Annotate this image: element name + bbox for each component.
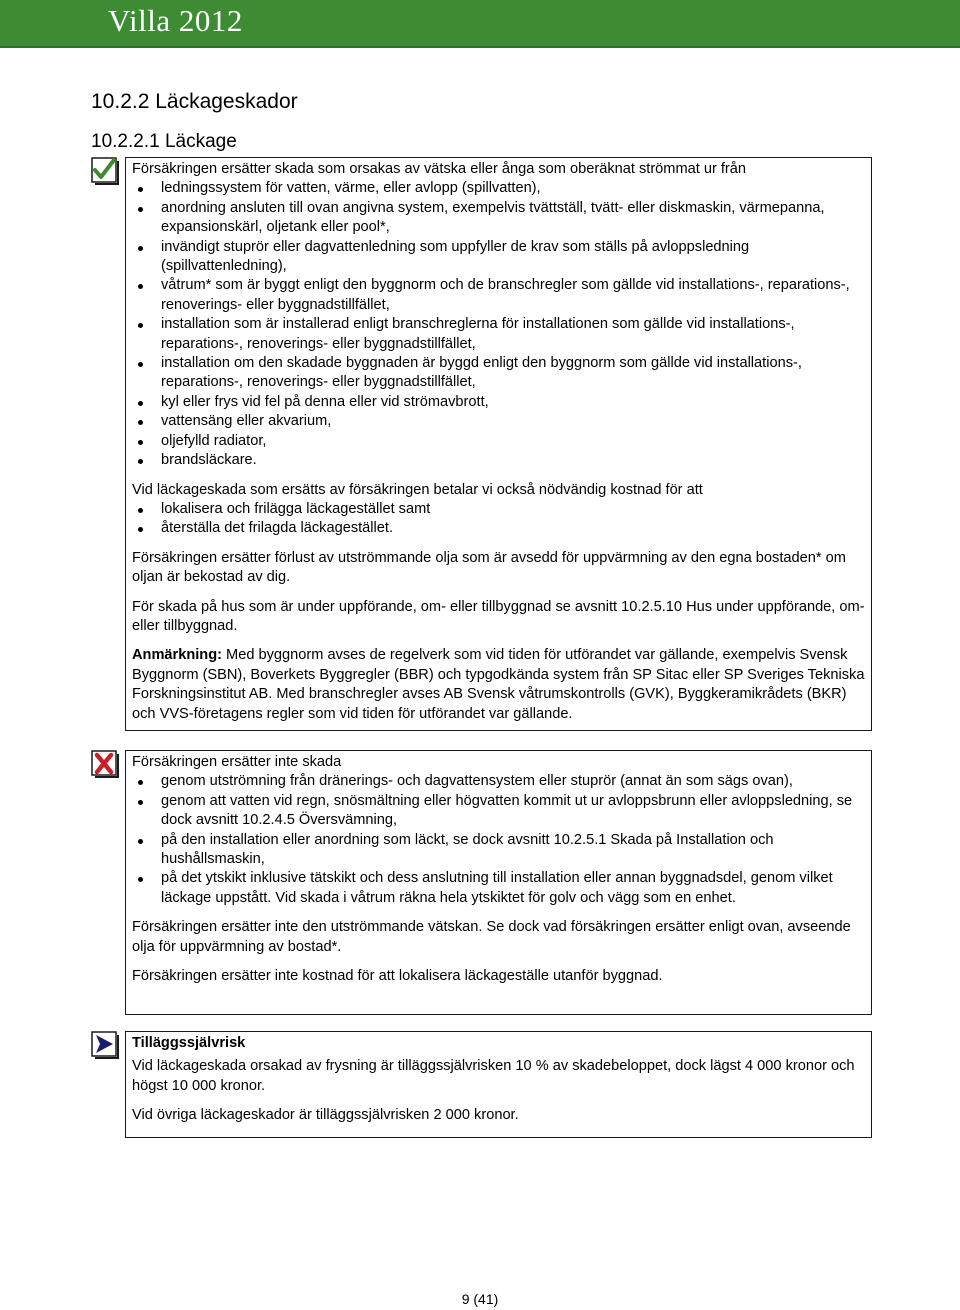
list-item: invändigt stuprör eller dagvattenledning som uppfyller de krav som ställs på avloppsledning (spillvattenledning), — [132, 238, 871, 277]
list-item: installation om den skadade byggnaden är byggd enligt den byggnorm som gällde vid installations-, reparations-, renoverings- eller byggnadstillfället, — [132, 354, 871, 393]
costs-intro: Vid läckageskada som ersätts av försäkringen betalar vi också nödvändig kostnad för att — [132, 481, 703, 498]
list-item: genom att vatten vid regn, snösmältning eller högvatten kommit ut ur avloppsbrunn eller avloppsledning, se dock avsnitt 10.2.4.5 Översvämning, — [132, 792, 871, 831]
costs-list — [132, 500, 871, 539]
excluded-box — [125, 750, 872, 1015]
list-item: vattensäng eller akvarium, — [132, 412, 871, 431]
note-label: Anmärkning: — [132, 647, 222, 664]
deductible-text-2: Vid övriga läckageskador är tilläggssjälvrisken 2 000 kronor. — [132, 1107, 519, 1124]
note-text: Med byggnorm avses de regelverk som vid tiden för utförandet var gällande, exempelvis Svensk Byggnorm (SBN), Boverkets Byggregler (BBR) och typgodkända system från SP Sitac eller SP Sveriges Tekniska Forskningsinstitut AB. Med branschregler avses AB Svensk våtrumskontrolls (GVK), Byggkeramikrådets (BKR) och VVS-företagens regler som vid tiden för utförandet var gällande. — [132, 647, 865, 722]
list-item: på det ytskikt inklusive tätskikt och dess anslutning till installation eller annan byggnadsdel, genom vilket läckage uppstått. Vid skada i våtrum räkna hela ytskiktet för golv och vägg som en enhet. — [132, 869, 871, 908]
list-item: installation som är installerad enligt branschreglerna för installationen som gällde vid installations-, reparations-, renoverings- eller byggnadstillfället, — [132, 315, 871, 354]
cross-icon — [91, 750, 119, 778]
deductible-box — [125, 1031, 872, 1138]
list-item: på den installation eller anordning som läckt, se dock avsnitt 10.2.5.1 Skada på Installation och hushållsmaskin, — [132, 831, 871, 870]
deductible-title: Tilläggssjälvrisk — [132, 1035, 246, 1051]
excluded-intro: Försäkringen ersätter inte skada — [132, 754, 342, 770]
covered-intro: Försäkringen ersätter skada som orsakas av vätska eller ånga som oberäknat strömmat ur från — [132, 161, 747, 177]
page-number: 9 (41) — [461, 1291, 499, 1307]
list-item: anordning ansluten till ovan angivna system, exempelvis tvättställ, tvätt- eller diskmaskin, värmepanna, expansionskärl, oljetank eller pool*, — [132, 199, 871, 238]
list-item: kyl eller frys vid fel på denna eller vid strömavbrott, — [132, 393, 871, 412]
list-item: brandsläckare. — [132, 451, 871, 470]
excluded-list — [132, 772, 871, 908]
section-heading: 10.2.2 Läckageskador — [91, 90, 298, 113]
locate-text: Försäkringen ersätter inte kostnad för att lokalisera läckageställe utanför byggnad. — [132, 968, 663, 985]
list-item: återställa det frilagda läckagestället. — [132, 519, 871, 538]
document-title: Villa 2012 — [108, 3, 243, 38]
deductible-text-1: Vid läckageskada orsakad av frysning är tilläggssjälvrisken 10 % av skadebeloppet, dock lägst 4 000 kronor och högst 10 000 kronor. — [132, 1058, 855, 1094]
arrow-right-icon — [91, 1031, 119, 1059]
checkmark-icon — [91, 157, 119, 185]
construction-text: För skada på hus som är under uppförande, om- eller tillbyggnad se avsnitt 10.2.5.10 Hus under uppförande, om- eller tillbyggnad. — [132, 598, 865, 634]
list-item: våtrum* som är byggt enligt den byggnorm och de branschregler som gällde vid installations-, reparations-, renoverings- eller byggnadstillfället, — [132, 276, 871, 315]
note-paragraph — [132, 646, 871, 724]
header-bar — [0, 0, 960, 48]
list-item: oljefylld radiator, — [132, 432, 871, 451]
list-item: ledningssystem för vatten, värme, eller avlopp (spillvatten), — [132, 179, 871, 198]
list-item: genom utströmning från dränerings- och dagvattensystem eller stuprör (annat än som sägs ovan), — [132, 772, 871, 791]
covered-list — [132, 179, 871, 470]
subsection-heading: 10.2.2.1 Läckage — [91, 131, 237, 152]
oil-text: Försäkringen ersätter förlust av utströmmande olja som är avsedd för uppvärmning av den egna bostaden* om oljan är bekostad av dig. — [132, 549, 846, 586]
covered-box — [125, 157, 872, 731]
fluid-text: Försäkringen ersätter inte den utströmmande vätskan. Se dock vad försäkringen ersätter enligt ovan, avseende olja för uppvärmning av bostad*. — [132, 919, 851, 955]
list-item: lokalisera och frilägga läckagestället samt — [132, 500, 871, 519]
